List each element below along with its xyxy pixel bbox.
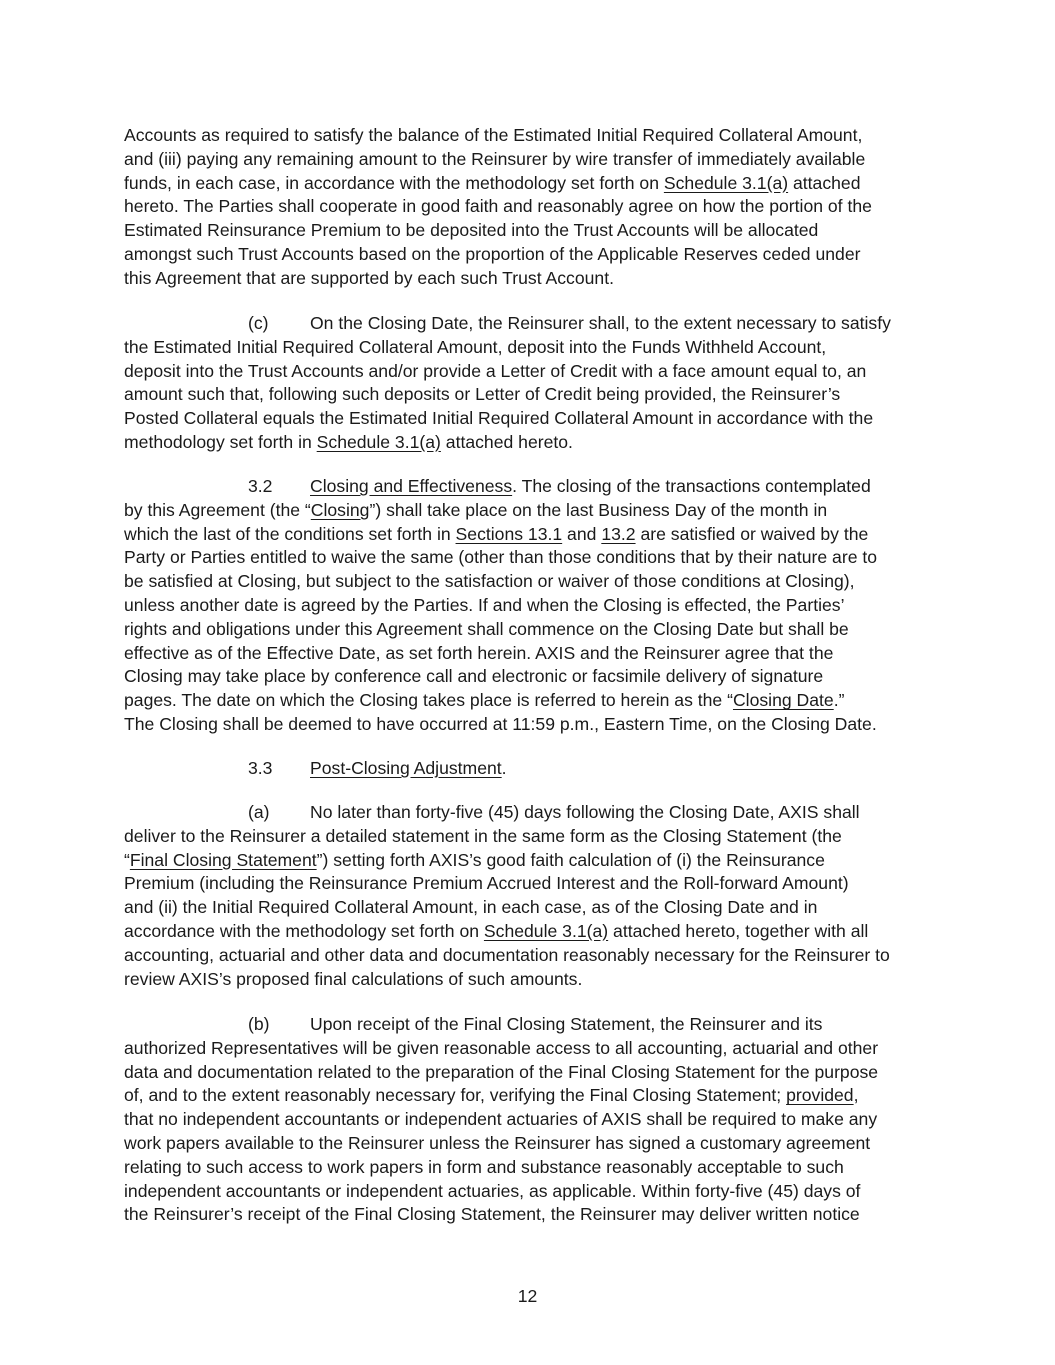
schedule-reference: Schedule 3.1(a) [663, 172, 789, 193]
text-line: Accounts as required to satisfy the balance of the Estimated Initial Required Collateral Amount, [124, 125, 863, 145]
section-3-3-heading [124, 757, 936, 781]
text-line [124, 499, 936, 523]
text-line: and (iii) paying any remaining amount to the Reinsurer by wire transfer of immediately available [124, 148, 866, 169]
defined-term: Final Closing Statement [129, 849, 317, 870]
text-run: , [853, 1085, 859, 1106]
paragraph-3-3-a [124, 801, 936, 991]
text-run: attached hereto. [440, 431, 573, 452]
text-line [124, 920, 936, 944]
text-line [124, 849, 936, 873]
text-line: rights and obligations under this Agreement shall commence on the Closing Date but shall be [124, 618, 849, 639]
schedule-reference: Schedule 3.1(a) [316, 431, 441, 452]
text-run: by this Agreement (the “ [124, 499, 311, 520]
text-line: Closing may take place by conference call and electronic or facsimile delivery of signature [124, 666, 824, 687]
text-line: Party or Parties entitled to waive the same (other than those conditions that by their nature are to [124, 547, 878, 568]
section-heading: Post-Closing Adjustment [310, 758, 502, 778]
page-number: 12 [517, 1286, 538, 1306]
text-run: methodology set forth in [124, 431, 317, 452]
defined-term: provided [786, 1085, 854, 1106]
clause-number: (c) [248, 313, 269, 333]
text-line: deposit into the Trust Accounts and/or provide a Letter of Credit with a face amount equal to, an [124, 360, 867, 381]
text-line: that no independent accountants or independent actuaries of AXIS shall be required to make any [124, 1109, 878, 1130]
text-line: unless another date is agreed by the Parties. If and when the Closing is effected, the Parties’ [124, 594, 845, 615]
text-run: .” [833, 690, 845, 711]
text-run: of, and to the extent reasonably necessary for, verifying the Final Closing Statement; [124, 1085, 787, 1106]
text-run: . The closing of the transactions contemplated [512, 476, 871, 496]
section-heading: Closing and Effectiveness [310, 476, 513, 496]
text-line [124, 801, 936, 825]
text-run: . [501, 758, 507, 778]
defined-term: Closing [310, 499, 370, 520]
text-line: and (ii) the Initial Required Collateral Amount, in each case, as of the Closing Date and in [124, 897, 818, 918]
text-line [124, 523, 936, 547]
section-number: 3.3 [248, 758, 273, 778]
section-reference: 13.2 [601, 523, 636, 544]
text-line: accounting, actuarial and other data and documentation reasonably necessary for the Reinsurer to [124, 944, 890, 965]
text-line: Premium (including the Reinsurance Premium Accrued Interest and the Roll-forward Amount) [124, 873, 849, 894]
schedule-reference: Schedule 3.1(a) [483, 920, 609, 941]
text-run: Upon receipt of the Final Closing Statement, the Reinsurer and its [310, 1014, 823, 1034]
text-line: effective as of the Effective Date, as set forth herein. AXIS and the Reinsurer agree that the [124, 642, 834, 663]
text-line [124, 431, 936, 455]
clause-number: (a) [248, 802, 270, 822]
paragraph-3-1-b-continuation [124, 124, 936, 291]
text-run: which the last of the conditions set forth in [124, 523, 456, 544]
clause-number: (b) [248, 1014, 270, 1034]
text-line: data and documentation related to the preparation of the Final Closing Statement for the purpose [124, 1061, 879, 1082]
text-run: funds, in each case, in accordance with the methodology set forth on [124, 172, 664, 193]
text-run: and [562, 523, 602, 544]
text-line: the Reinsurer’s receipt of the Final Closing Statement, the Reinsurer may deliver written notice [124, 1204, 860, 1225]
text-run: attached hereto, together with all [608, 920, 869, 941]
text-line: work papers available to the Reinsurer unless the Reinsurer has signed a customary agreement [124, 1132, 871, 1153]
text-line: The Closing shall be deemed to have occurred at 11:59 p.m., Eastern Time, on the Closing Date. [124, 713, 877, 734]
paragraph-3-1-c [124, 312, 936, 455]
section-reference: Sections 13.1 [455, 523, 563, 544]
section-3-2-closing [124, 475, 936, 737]
text-line: be satisfied at Closing, but subject to the satisfaction or waiver of those conditions at Closing), [124, 571, 855, 592]
text-line [124, 689, 936, 713]
text-line: Posted Collateral equals the Estimated Initial Required Collateral Amount in accordance with the [124, 408, 874, 429]
text-run: On the Closing Date, the Reinsurer shall, to the extent necessary to satisfy [310, 313, 891, 333]
text-line: hereto. The Parties shall cooperate in good faith and reasonably agree on how the portion of the [124, 196, 872, 217]
text-run: accordance with the methodology set forth on [124, 920, 484, 941]
text-line: the Estimated Initial Required Collateral Amount, deposit into the Funds Withheld Account, [124, 336, 827, 357]
text-run: are satisfied or waived by the [635, 523, 869, 544]
text-line [124, 1084, 936, 1108]
text-run: ”) shall take place on the last Business Day of the month in [369, 499, 828, 520]
text-line [124, 1013, 936, 1037]
text-run: ”) setting forth AXIS’s good faith calculation of (i) the Reinsurance [316, 849, 825, 870]
text-line [124, 172, 936, 196]
text-line: authorized Representatives will be given reasonable access to all accounting, actuarial and other [124, 1037, 879, 1058]
text-line: independent accountants or independent actuaries, as applicable. Within forty-five (45) days of [124, 1180, 861, 1201]
text-line: Estimated Reinsurance Premium to be deposited into the Trust Accounts will be allocated [124, 220, 819, 241]
text-line: amongst such Trust Accounts based on the proportion of the Applicable Reserves ceded under [124, 243, 861, 264]
text-run: “ [124, 849, 130, 870]
text-line: deliver to the Reinsurer a detailed statement in the same form as the Closing Statement (the [124, 825, 842, 846]
text-run: pages. The date on which the Closing takes place is referred to herein as the “ [124, 690, 733, 711]
text-line [124, 757, 936, 781]
text-line: amount such that, following such deposits or Letter of Credit being provided, the Reinsurer’s [124, 384, 841, 405]
paragraph-3-3-b [124, 1013, 936, 1227]
defined-term: Closing Date [732, 690, 834, 711]
text-line: this Agreement that are supported by each such Trust Account. [124, 267, 614, 288]
text-line [124, 312, 936, 336]
text-run: No later than forty-five (45) days following the Closing Date, AXIS shall [310, 802, 860, 822]
section-number: 3.2 [248, 476, 273, 496]
text-line: review AXIS’s proposed final calculations of such amounts. [124, 968, 583, 989]
text-line: relating to such access to work papers in form and substance reasonably acceptable to such [124, 1156, 844, 1177]
text-line [124, 475, 936, 499]
text-run: attached [788, 172, 861, 193]
